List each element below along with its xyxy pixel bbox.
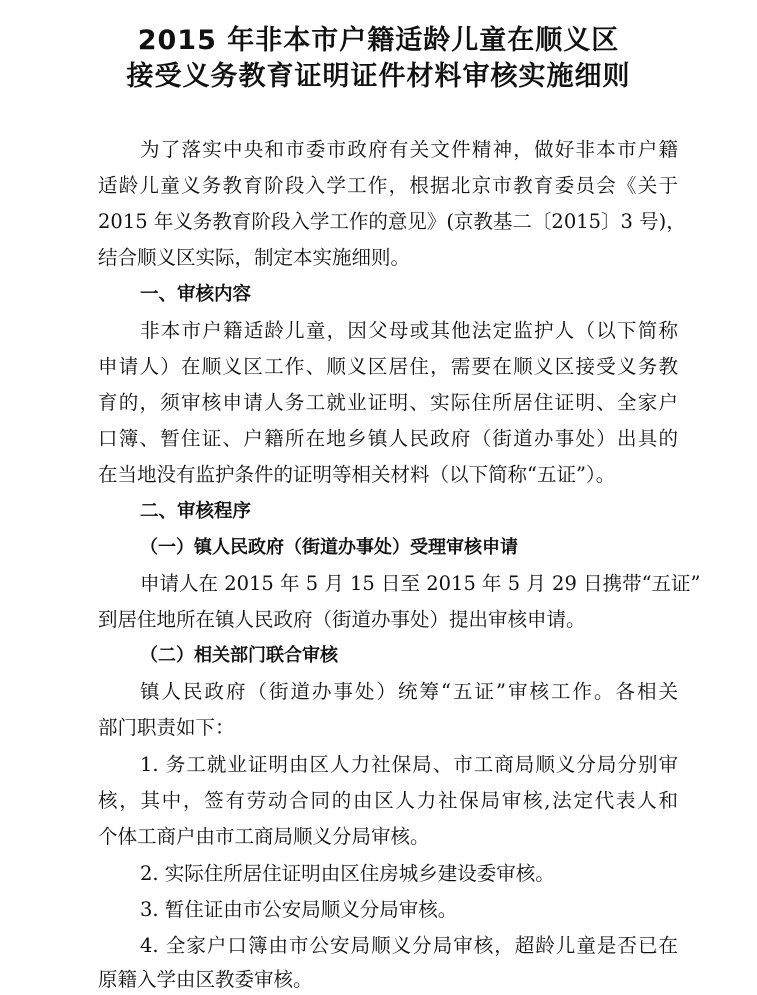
list-item-4-line: 4. 全家户口簿由市公安局顺义分局审核，超龄儿童是否已在 <box>140 934 678 957</box>
section-1-paragraph-line: 育的，须审核申请人务工就业证明、实际住所居住证明、全家户 <box>98 391 678 414</box>
section-1-paragraph-line: 在当地没有监护条件的证明等相关材料（以下简称“五证”）。 <box>98 463 616 486</box>
intro-paragraph-line: 适龄儿童义务教育阶段入学工作，根据北京市教育委员会《关于 <box>98 174 678 197</box>
section-1-paragraph-line: 口簿、暂住证、户籍所在地乡镇人民政府（街道办事处）出具的 <box>98 427 678 450</box>
subsection-1-heading: （一）镇人民政府（街道办事处）受理审核申请 <box>140 537 518 558</box>
subsection-1-paragraph-line: 到居住地所在镇人民政府（街道办事处）提出审核申请。 <box>98 608 586 631</box>
list-item-3: 3. 暂住证由市公安局顺义分局审核。 <box>140 898 458 921</box>
section-1-paragraph-line: 申请人）在顺义区工作、顺义区居住，需要在顺义区接受义务教 <box>98 355 678 378</box>
list-item-1-line: 核，其中，签有劳动合同的由区人力社保局审核,法定代表人和 <box>98 789 678 812</box>
intro-paragraph-line: 结合顺义区实际，制定本实施细则。 <box>98 246 411 269</box>
subsection-2-paragraph-line: 镇人民政府（街道办事处）统筹“五证”审核工作。各相关 <box>140 680 678 703</box>
subsection-2-heading: （二）相关部门联合审核 <box>140 645 338 666</box>
section-2-heading: 二、审核程序 <box>140 501 252 522</box>
section-1-heading: 一、审核内容 <box>140 284 252 305</box>
document-title-line-1: 2015 年非本市户籍适龄儿童在顺义区 <box>137 25 620 56</box>
list-item-1-line: 个体工商户由市工商局顺义分局审核。 <box>98 825 430 848</box>
document-title-line-2: 接受义务教育证明证件材料审核实施细则 <box>126 61 631 92</box>
intro-paragraph-line: 为了落实中央和市委市政府有关文件精神，做好非本市户籍 <box>140 138 678 161</box>
subsection-2-paragraph-line: 部门职责如下： <box>98 716 235 739</box>
subsection-1-paragraph-line: 申请人在 2015 年 5 月 15 日至 2015 年 5 月 29 日携带“五证” <box>140 572 701 595</box>
list-item-4-line: 原籍入学由区教委审核。 <box>98 968 313 991</box>
intro-paragraph-line: 2015 年义务教育阶段入学工作的意见》(京教基二〔2015〕3 号)， <box>98 210 686 233</box>
section-1-paragraph-line: 非本市户籍适龄儿童，因父母或其他法定监护人（以下简称 <box>140 319 678 342</box>
list-item-2: 2. 实际住所居住证明由区住房城乡建设委审核。 <box>140 862 555 885</box>
list-item-1-line: 1. 务工就业证明由区人力社保局、市工商局顺义分局分别审 <box>140 753 678 776</box>
